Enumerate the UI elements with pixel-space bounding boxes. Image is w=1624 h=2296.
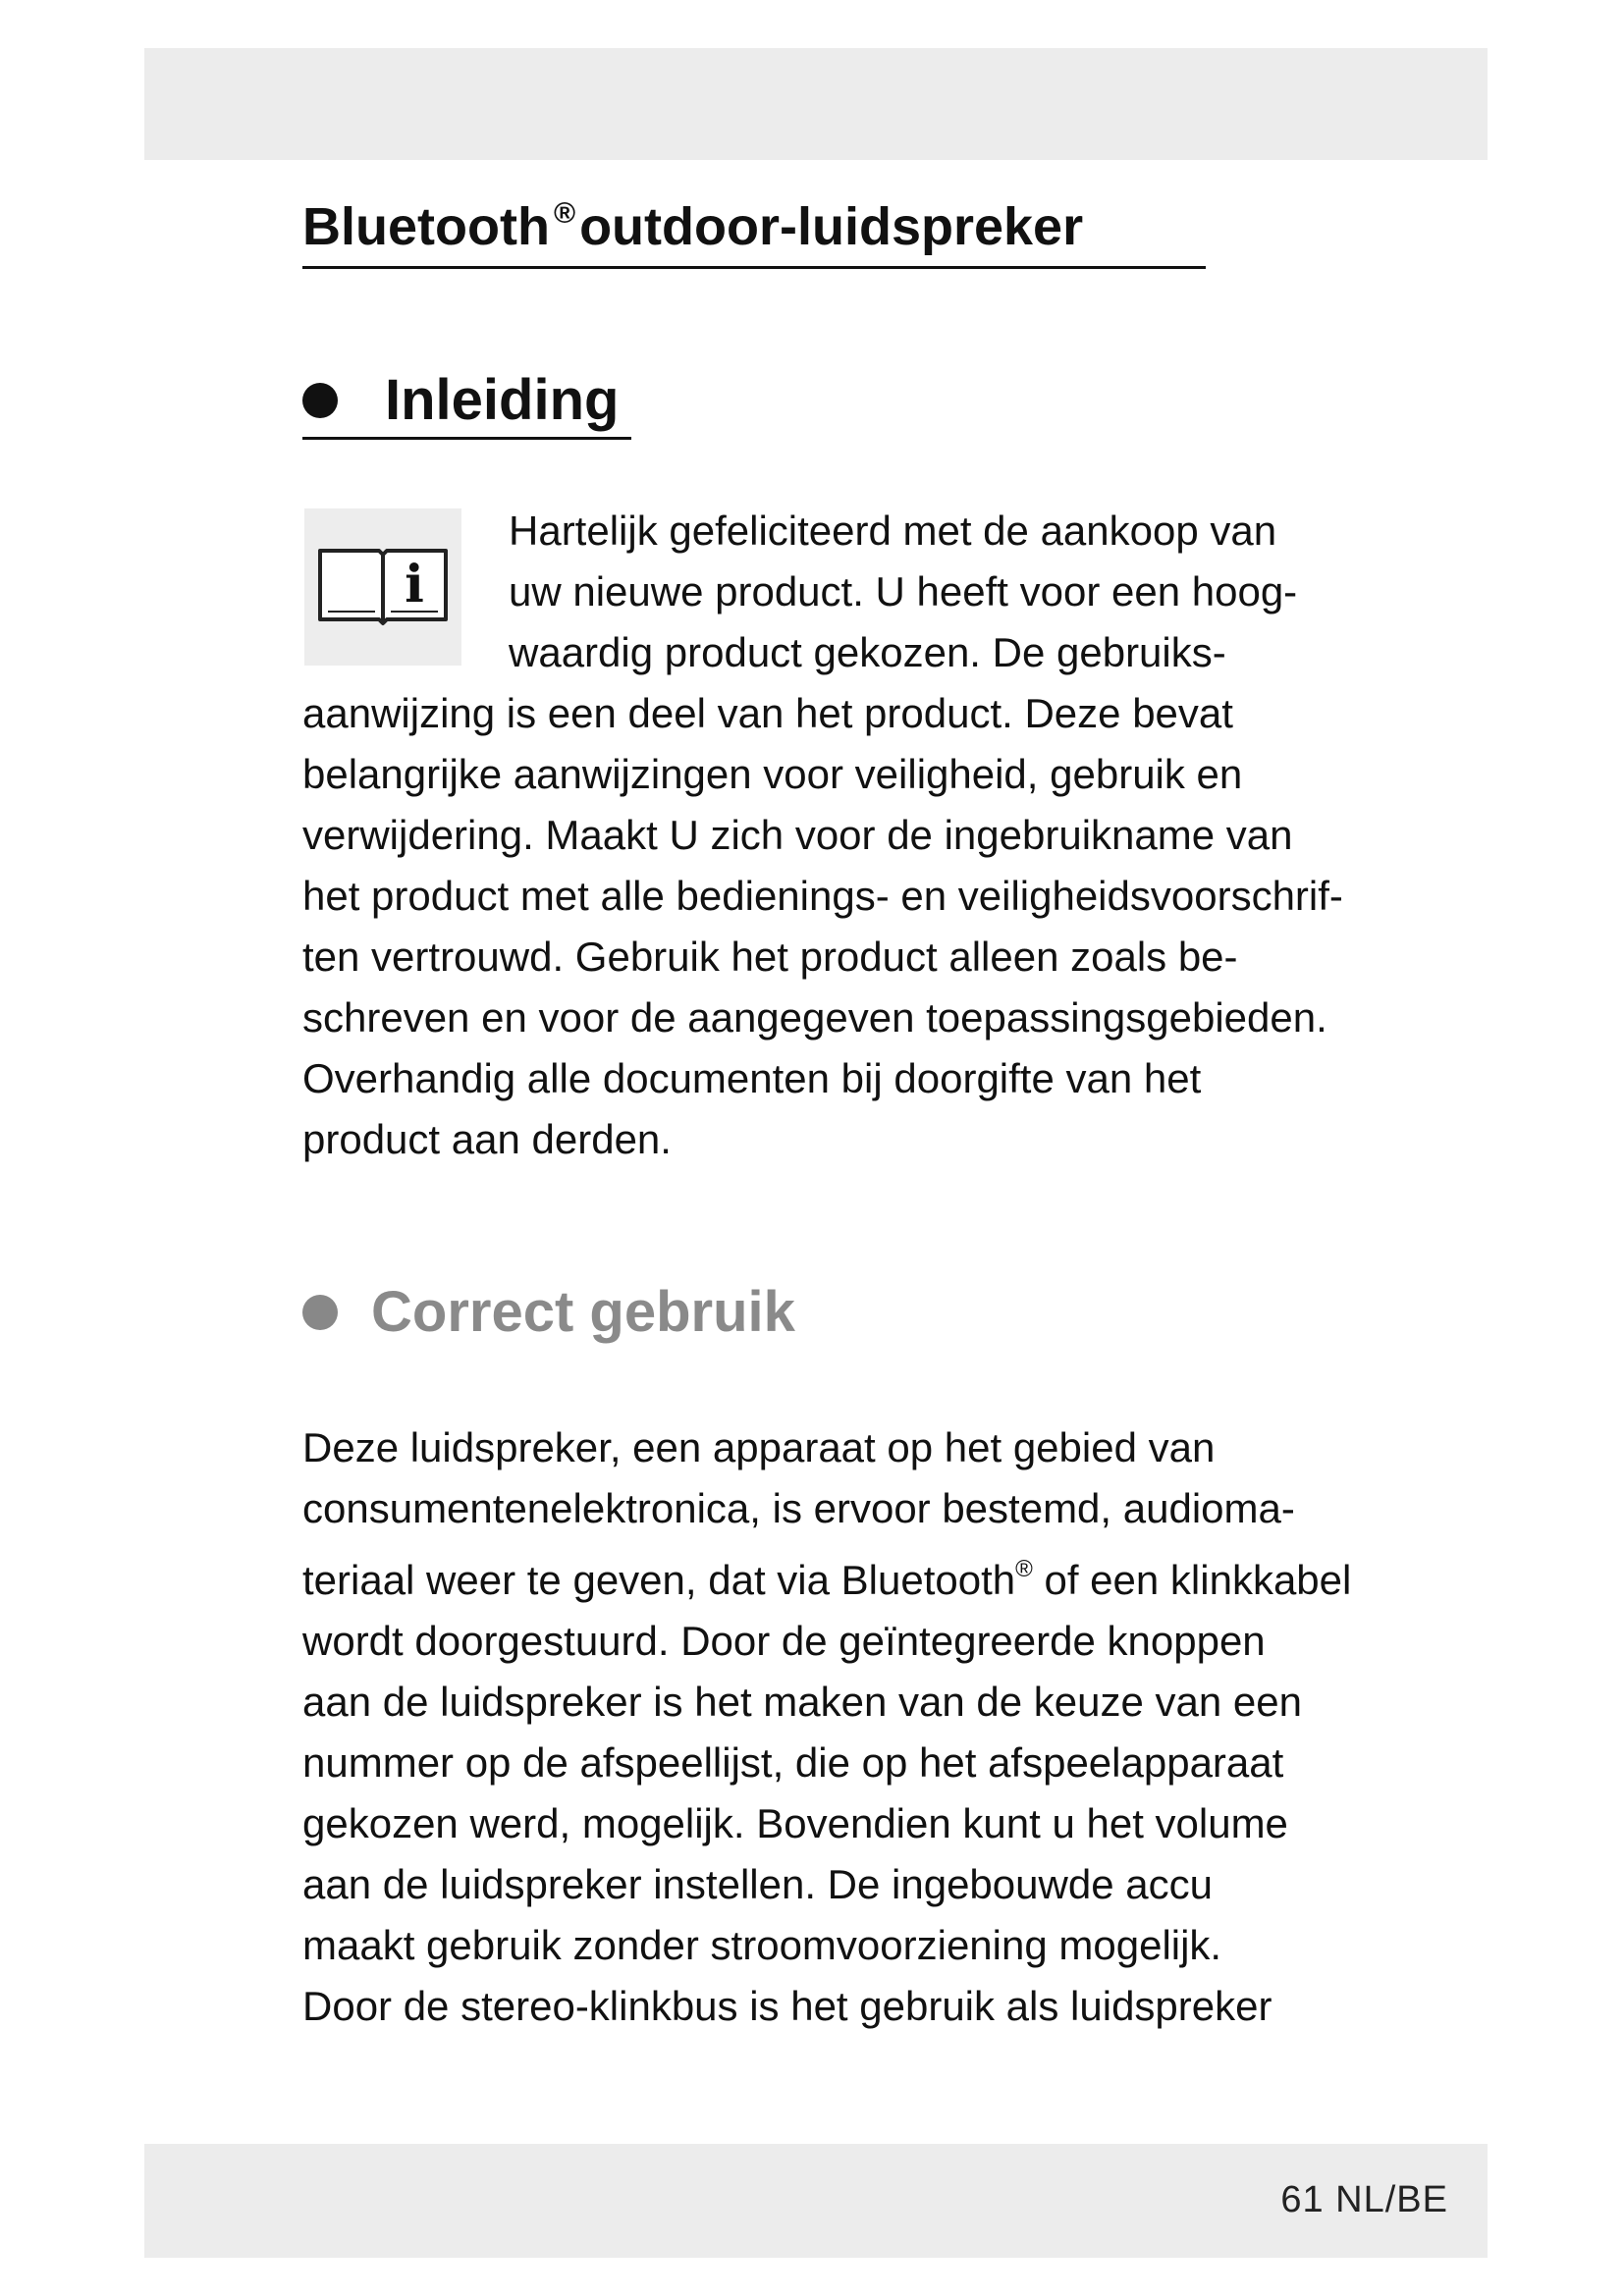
intro-paragraph: [302, 683, 1343, 1170]
text-line: wordt doorgestuurd. Door de geïntegreerde knoppen: [302, 1618, 1266, 1664]
text-line: Deze luidspreker, een apparaat op het gebied van: [302, 1424, 1216, 1470]
section-title: Correct gebruik: [371, 1280, 795, 1344]
text-line: aanwijzing is een deel van het product. Deze bevat: [302, 690, 1233, 736]
text-line: aan de luidspreker is het maken van de keuze van een: [302, 1679, 1302, 1725]
text-line: verwijdering. Maakt U zich voor de ingebruikname van: [302, 812, 1293, 858]
bullet-icon: [302, 383, 338, 418]
text-line: belangrijke aanwijzingen voor veiligheid, gebruik en: [302, 751, 1243, 797]
text-line: Overhandig alle documenten bij doorgifte van het: [302, 1055, 1202, 1101]
intro-paragraph-indented: [509, 501, 1297, 683]
text-line: product aan derden.: [302, 1116, 672, 1162]
text-line-start: teriaal weer te geven, dat via Bluetooth: [302, 1557, 1016, 1603]
document-title: [302, 183, 1206, 269]
section-heading-inleiding: [302, 368, 631, 440]
usage-paragraph: [302, 1417, 1351, 2037]
text-line: schreven en voor de aangegeven toepassingsgebieden.: [302, 994, 1327, 1041]
registered-mark: ®: [1015, 1556, 1033, 1582]
footer-band: [144, 2144, 1488, 2258]
text-line: het product met alle bedienings- en veiligheidsvoorschrif-: [302, 873, 1343, 919]
info-book-icon: [304, 508, 461, 666]
text-line: waardig product gekozen. De gebruiks-: [509, 629, 1226, 675]
text-line: aan de luidspreker instellen. De ingebouwde accu: [302, 1861, 1213, 1907]
document-title-rest: outdoor-luidspreker: [579, 197, 1084, 256]
text-line: gekozen werd, mogelijk. Bovendien kunt u het volume: [302, 1800, 1288, 1846]
svg-text:i: i: [405, 555, 424, 614]
text-line: Hartelijk gefeliciteerd met de aankoop van: [509, 507, 1277, 554]
registered-mark: ®: [553, 197, 576, 230]
section-title: Inleiding: [385, 368, 620, 432]
page-number: 61 NL/BE: [1280, 2179, 1448, 2220]
open-book-info-icon: [314, 543, 452, 631]
text-line: uw nieuwe product. U heeft voor een hoog-: [509, 568, 1298, 614]
text-line: Door de stereo-klinkbus is het gebruik als luidspreker: [302, 1983, 1272, 2029]
text-line: consumentenelektronica, is ervoor bestemd, audioma-: [302, 1485, 1295, 1531]
header-band: [144, 48, 1488, 160]
document-title-brand: Bluetooth: [302, 197, 550, 256]
bullet-icon: [302, 1295, 338, 1330]
text-line: [302, 1539, 1351, 1611]
text-line: ten vertrouwd. Gebruik het product alleen zoals be-: [302, 934, 1238, 980]
text-line: nummer op de afspeellijst, die op het afspeelapparaat: [302, 1739, 1284, 1786]
text-line: maakt gebruik zonder stroomvoorziening mogelijk.: [302, 1922, 1222, 1968]
text-line-end: of een klinkkabel: [1032, 1557, 1352, 1603]
section-heading-correct-gebruik: [302, 1280, 795, 1345]
